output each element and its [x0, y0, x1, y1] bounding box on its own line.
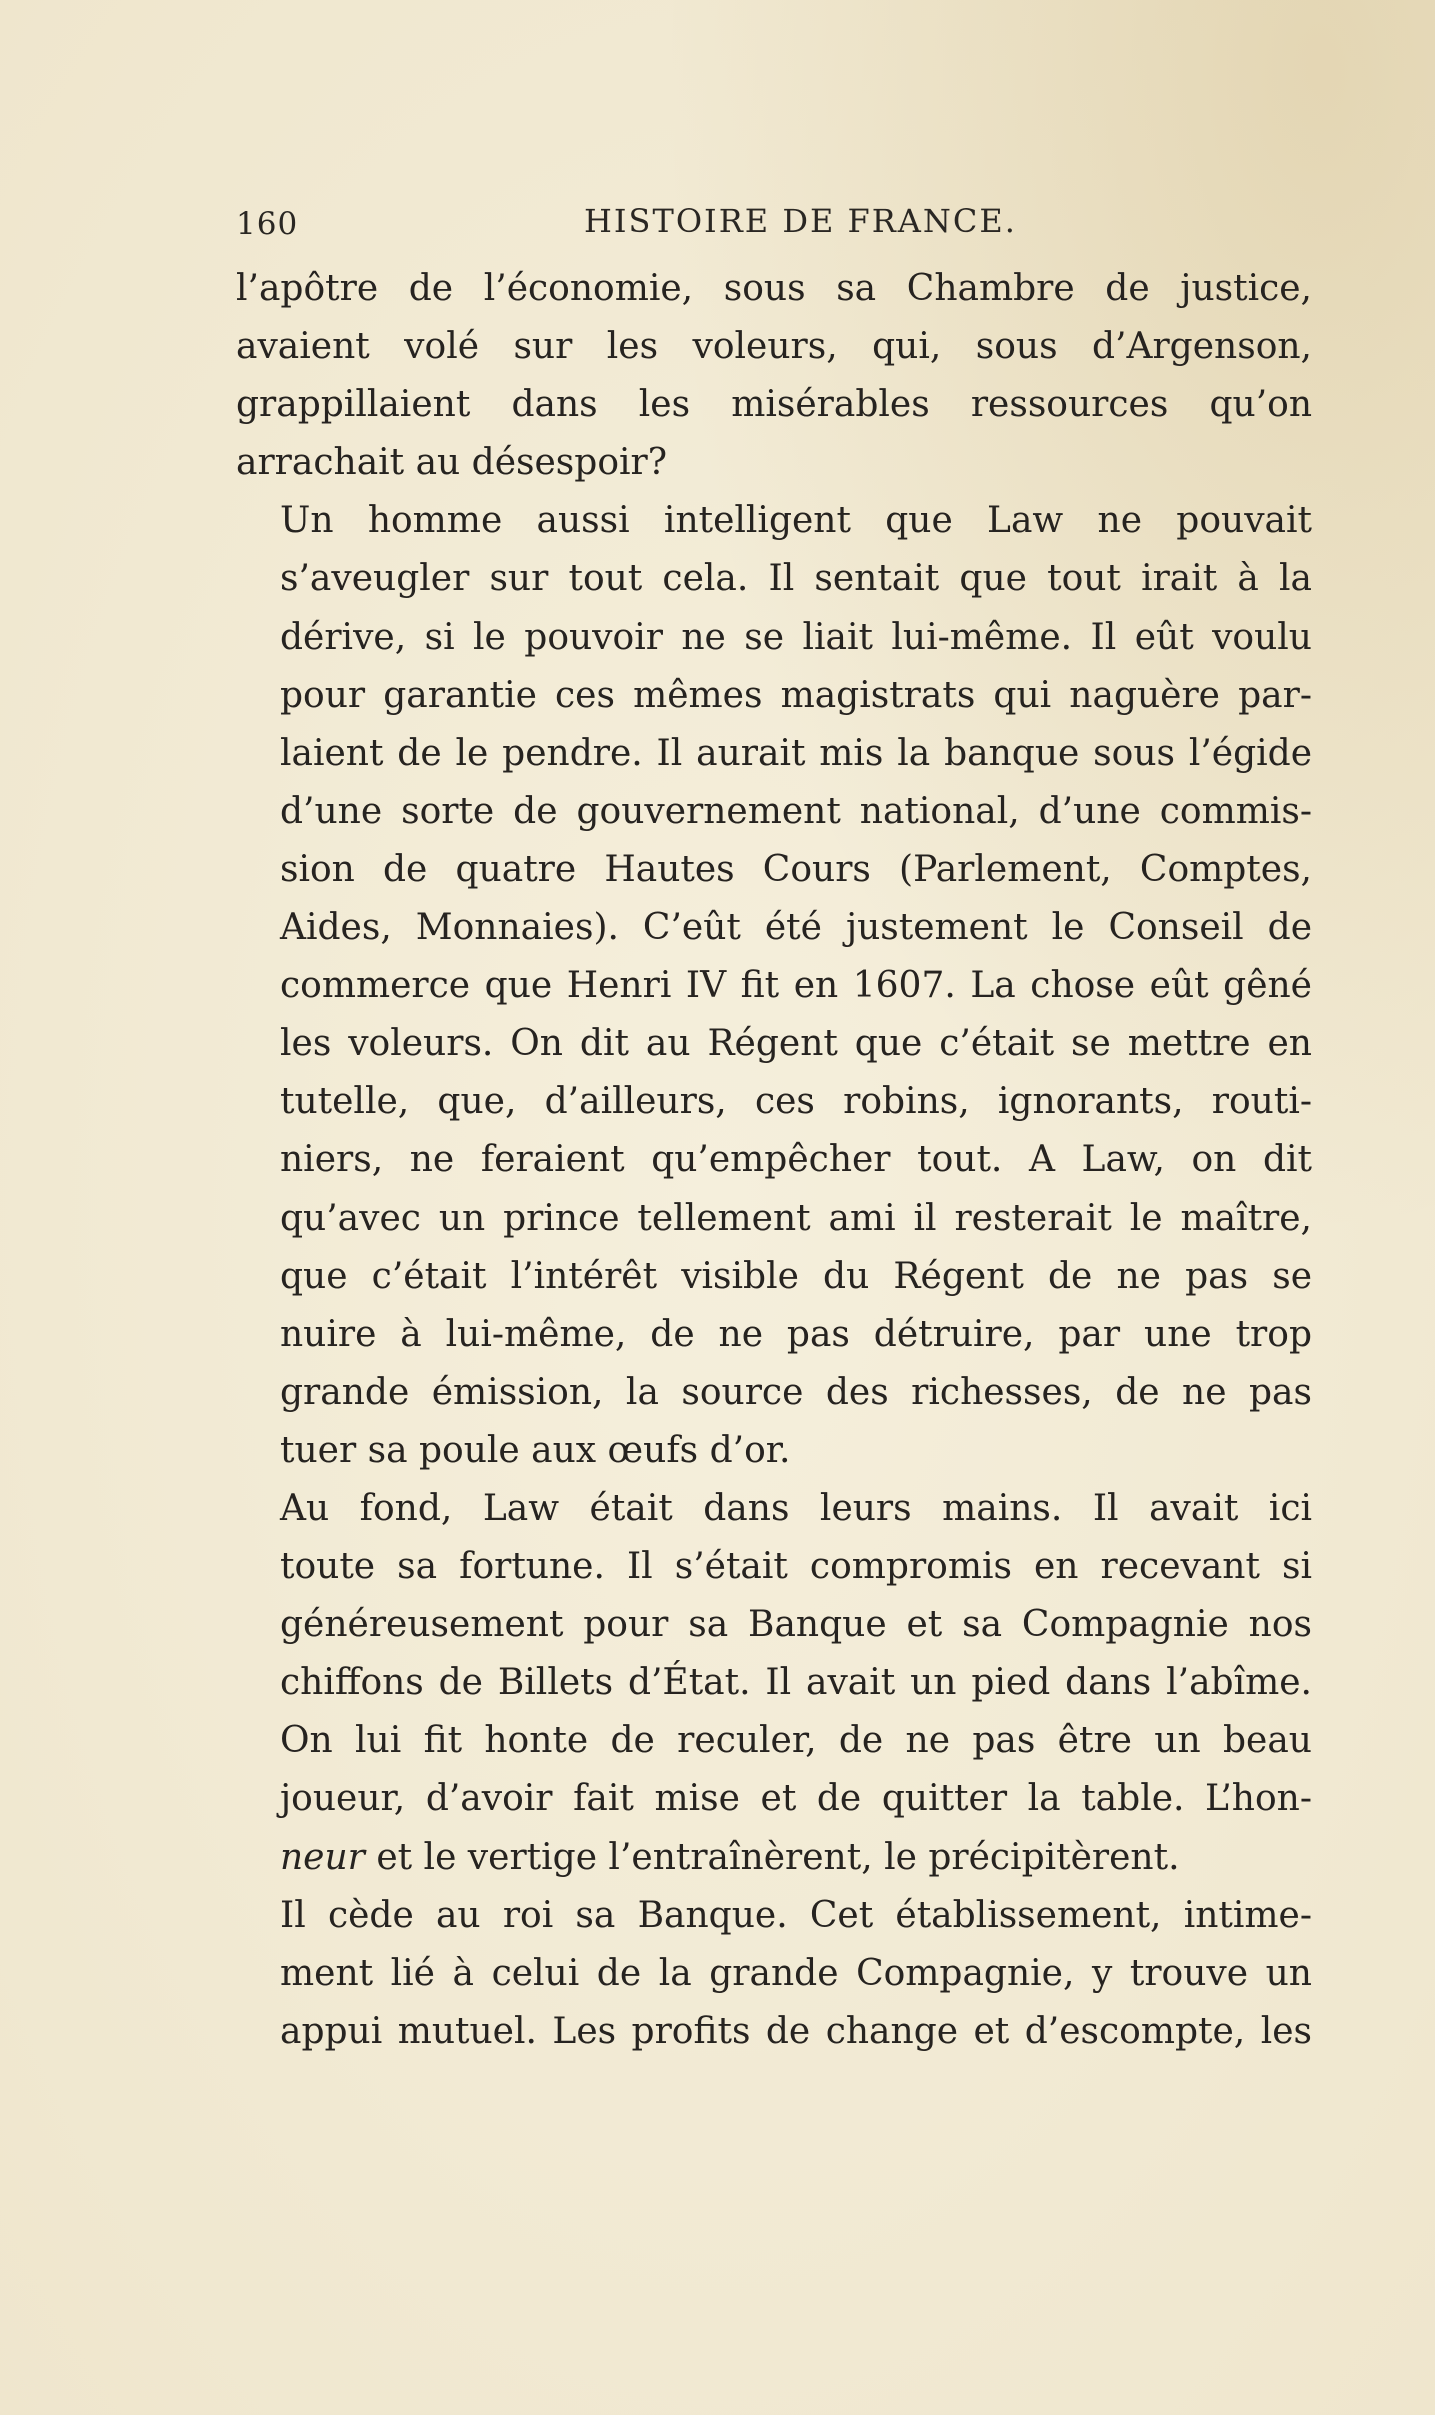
text-line: ment lié à celui de la grande Compagnie, y trouve un: [280, 1952, 1312, 1994]
italic-word: neur: [280, 1836, 365, 1878]
text-line: grande émission, la source des richesses, de ne pas: [280, 1371, 1312, 1413]
paragraph-4: [236, 1887, 1312, 2061]
text-line: laient de le pendre. Il aurait mis la banque sous l’égide: [280, 732, 1312, 774]
text-line: que c’était l’intérêt visible du Régent de ne pas se: [280, 1255, 1312, 1297]
page-number: 160: [236, 206, 299, 242]
text-line: qu’avec un prince tellement ami il resterait le maître,: [280, 1197, 1312, 1239]
line-rest: et le vertige l’entraînèrent, le précipitèrent.: [364, 1836, 1180, 1878]
text-line: niers, ne feraient qu’empêcher tout. A Law, on dit: [280, 1139, 1312, 1181]
text-line: Au fond, Law était dans leurs mains. Il avait ici: [280, 1487, 1312, 1529]
text-line: Un homme aussi intelligent que Law ne pouvait: [280, 500, 1312, 542]
text-line: commerce que Henri IV fit en 1607. La chose eût gêné: [280, 965, 1312, 1007]
text-line: joueur, d’avoir fait mise et de quitter la table. L’hon-: [280, 1778, 1312, 1820]
text-line: [236, 1829, 1312, 1887]
page-header: [236, 200, 1316, 260]
paragraph-1: [236, 260, 1312, 492]
text-line: tuer sa poule aux œufs d’or.: [280, 1429, 791, 1471]
text-line: pour garantie ces mêmes magistrats qui naguère par-: [280, 674, 1312, 716]
text-line: nuire à lui-même, de ne pas détruire, par une trop: [280, 1313, 1312, 1355]
text-line: grappillaient dans les misérables ressources qu’on: [236, 384, 1312, 426]
text-line: appui mutuel. Les profits de change et d’escompte, les: [280, 2010, 1312, 2052]
text-line: les voleurs. On dit au Régent que c’était se mettre en: [280, 1023, 1312, 1065]
text-line: tutelle, que, d’ailleurs, ces robins, ignorants, routi-: [280, 1081, 1312, 1123]
text-line: dérive, si le pouvoir ne se liait lui-même. Il eût voulu: [280, 616, 1312, 658]
text-line: sion de quatre Hautes Cours (Parlement, Comptes,: [280, 848, 1312, 890]
text-line: chiffons de Billets d’État. Il avait un pied dans l’abîme.: [280, 1662, 1312, 1704]
text-line: On lui fit honte de reculer, de ne pas être un beau: [280, 1720, 1312, 1762]
text-line: s’aveugler sur tout cela. Il sentait que tout irait à la: [280, 558, 1312, 600]
paragraph-3: [236, 1480, 1312, 1887]
text-line: Il cède au roi sa Banque. Cet établissement, intime-: [280, 1894, 1312, 1936]
text-line: arrachait au désespoir?: [236, 442, 668, 484]
text-line: Aides, Monnaies). C’eût été justement le Conseil de: [280, 907, 1312, 949]
text-line: toute sa fortune. Il s’était compromis en recevant si: [280, 1546, 1312, 1588]
body-text: [236, 260, 1312, 2061]
paragraph-2: [236, 492, 1312, 1480]
running-title: HISTOIRE DE FRANCE.: [584, 202, 1017, 240]
text-line: l’apôtre de l’économie, sous sa Chambre de justice,: [236, 268, 1312, 309]
text-line: généreusement pour sa Banque et sa Compagnie nos: [280, 1604, 1312, 1646]
text-line: d’une sorte de gouvernement national, d’une commis-: [280, 790, 1312, 832]
text-line: avaient volé sur les voleurs, qui, sous d’Argenson,: [236, 326, 1312, 368]
